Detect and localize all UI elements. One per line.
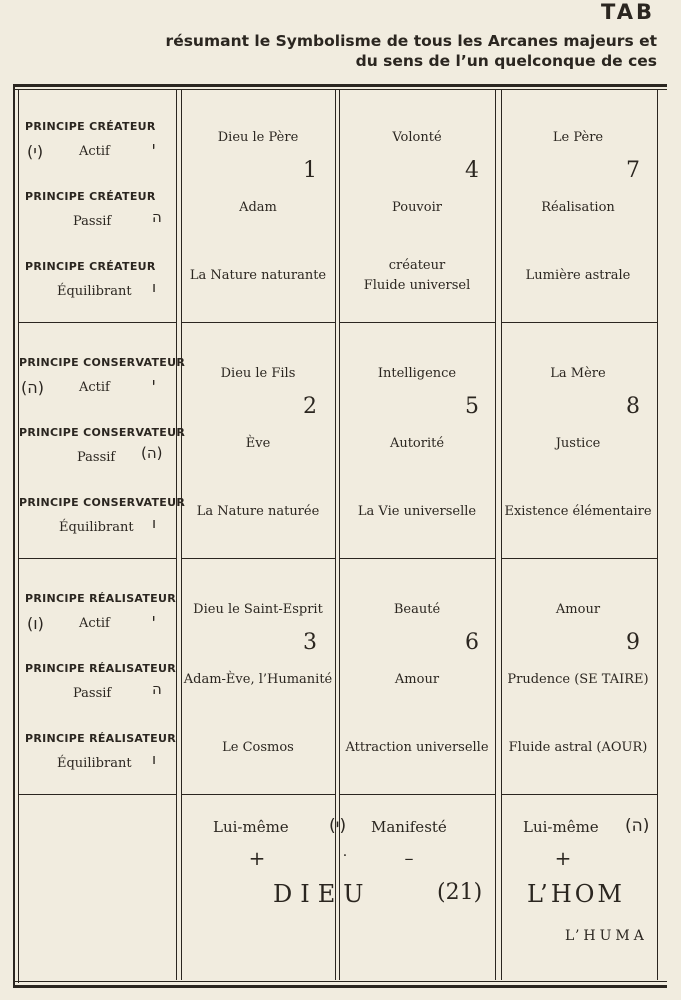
hebrew-letter: י: [152, 138, 156, 156]
row-rule: [501, 794, 657, 795]
row-rule: [339, 794, 495, 795]
row-rule: [501, 558, 657, 559]
principle-title: PRINCIPE CONSERVATEUR: [19, 496, 186, 509]
principle-role: Passif: [73, 686, 112, 701]
principle-letter-mark: (ה): [21, 378, 44, 397]
cell-text: La Mère: [550, 366, 606, 381]
huma-word: L’HUMA: [565, 928, 648, 944]
principle-role: Équilibrant: [59, 520, 134, 535]
bottom-plus-left: +: [248, 846, 266, 870]
principle-role: Équilibrant: [57, 284, 132, 299]
cell-text: Attraction universelle: [345, 740, 489, 755]
cell-text: Le Père: [552, 130, 604, 145]
hebrew-letter: (ה): [141, 444, 163, 462]
cell-text: Intelligence: [377, 366, 457, 381]
cell-text: Adam-Ève, l’Humanité: [183, 672, 333, 687]
frame-bottom-rule: [13, 985, 667, 988]
principle-role: Actif: [79, 380, 110, 395]
principle-role: Passif: [73, 214, 112, 229]
hebrew-letter: ה: [152, 208, 162, 226]
bottom-manifest: Manifesté: [371, 818, 447, 836]
cell-text: La Vie universelle: [357, 504, 477, 519]
arcanum-number: 8: [626, 394, 640, 419]
hebrew-letter: י: [152, 610, 156, 628]
cell-text: Le Cosmos: [222, 740, 294, 755]
row-rule: [181, 558, 335, 559]
dieu-number: (21): [437, 880, 483, 905]
cell-text: Lumière astrale: [525, 268, 631, 283]
row-rule: [339, 558, 495, 559]
arcanum-number: 9: [626, 630, 640, 655]
bottom-self-right: Lui-même: [523, 818, 599, 836]
principle-role: Actif: [79, 616, 110, 631]
column-rule: [339, 90, 340, 980]
bottom-dash: –: [404, 848, 414, 869]
cell-text: Justice: [555, 436, 601, 451]
cell-text: Réalisation: [541, 200, 615, 215]
row-rule: [339, 322, 495, 323]
bottom-yod-mark: (י): [329, 816, 347, 836]
cell-text: Pouvoir: [392, 200, 442, 215]
principle-title: PRINCIPE CONSERVATEUR: [19, 356, 186, 369]
bottom-plus-right: +: [554, 846, 572, 870]
arcana-table: [13, 84, 667, 988]
cell-text: Adam: [239, 200, 277, 215]
frame-left-rule: [13, 84, 15, 988]
cell-text: créateur: [388, 258, 446, 273]
cell-text: Dieu le Saint-Esprit: [193, 602, 323, 617]
principle-title: PRINCIPE RÉALISATEUR: [25, 592, 177, 605]
arcanum-number: 4: [465, 158, 479, 183]
cell-text: Prudence (SE TAIRE): [507, 672, 649, 687]
column-rule: [495, 90, 496, 980]
homme-word: L’HOM: [527, 880, 625, 908]
subtitle-line-2: du sens de l’un quelconque de ces: [355, 52, 657, 70]
frame-bottom-rule-inner: [13, 981, 667, 982]
page-title-fragment: TAB: [601, 0, 655, 24]
principle-letter-mark: (י): [27, 142, 44, 161]
hebrew-letter: י: [152, 374, 156, 392]
principle-title: PRINCIPE RÉALISATEUR: [25, 662, 177, 675]
column-rule: [501, 90, 502, 980]
row-rule: [181, 322, 335, 323]
principle-role: Passif: [77, 450, 116, 465]
row-rule: [501, 322, 657, 323]
hebrew-letter: ו: [152, 278, 157, 296]
dieu-word: DIEU: [273, 880, 372, 908]
arcanum-number: 1: [303, 158, 317, 183]
cell-text: La Nature naturante: [189, 268, 327, 283]
row-rule: [19, 322, 176, 323]
arcanum-number: 7: [626, 158, 640, 183]
principle-role: Équilibrant: [57, 756, 132, 771]
cell-text: La Nature naturée: [196, 504, 320, 519]
principle-title: PRINCIPE RÉALISATEUR: [25, 732, 177, 745]
frame-left-rule-inner: [18, 89, 19, 983]
arcanum-number: 3: [303, 630, 317, 655]
row-rule: [19, 794, 176, 795]
column-rule: [657, 90, 658, 980]
arcanum-number: 5: [465, 394, 479, 419]
principle-title: PRINCIPE CONSERVATEUR: [19, 426, 186, 439]
principle-letter-mark: (ו): [27, 614, 44, 633]
cell-text: Dieu le Fils: [220, 366, 296, 381]
cell-text: Amour: [555, 602, 601, 617]
cell-text: Beauté: [393, 602, 441, 617]
column-rule: [335, 90, 336, 980]
cell-text: Ève: [245, 436, 271, 451]
row-rule: [19, 558, 176, 559]
hebrew-letter: ו: [152, 750, 157, 768]
frame-top-rule-inner: [13, 89, 667, 90]
cell-text: Volonté: [392, 130, 442, 145]
cell-text: Existence élémentaire: [504, 504, 652, 519]
cell-text: Autorité: [389, 436, 445, 451]
bottom-dot: ·: [342, 848, 348, 864]
principle-title: PRINCIPE CRÉATEUR: [25, 120, 156, 133]
principle-title: PRINCIPE CRÉATEUR: [25, 260, 156, 273]
row-rule: [181, 794, 335, 795]
bottom-self-left: Lui-même: [213, 818, 289, 836]
hebrew-letter: ה: [152, 680, 162, 698]
frame-top-rule: [13, 84, 667, 87]
column-rule: [176, 90, 177, 980]
principle-role: Actif: [79, 144, 110, 159]
cell-text: Amour: [394, 672, 440, 687]
arcanum-number: 6: [465, 630, 479, 655]
cell-text: Dieu le Père: [217, 130, 299, 145]
subtitle-line-1: résumant le Symbolisme de tous les Arcanes majeurs et: [165, 32, 657, 50]
principle-title: PRINCIPE CRÉATEUR: [25, 190, 156, 203]
arcanum-number: 2: [303, 394, 317, 419]
cell-text: Fluide astral (AOUR): [508, 740, 648, 755]
column-rule: [181, 90, 182, 980]
cell-text: Fluide universel: [363, 278, 471, 293]
hebrew-letter: ו: [152, 514, 157, 532]
bottom-he-mark: (ה): [625, 816, 650, 836]
